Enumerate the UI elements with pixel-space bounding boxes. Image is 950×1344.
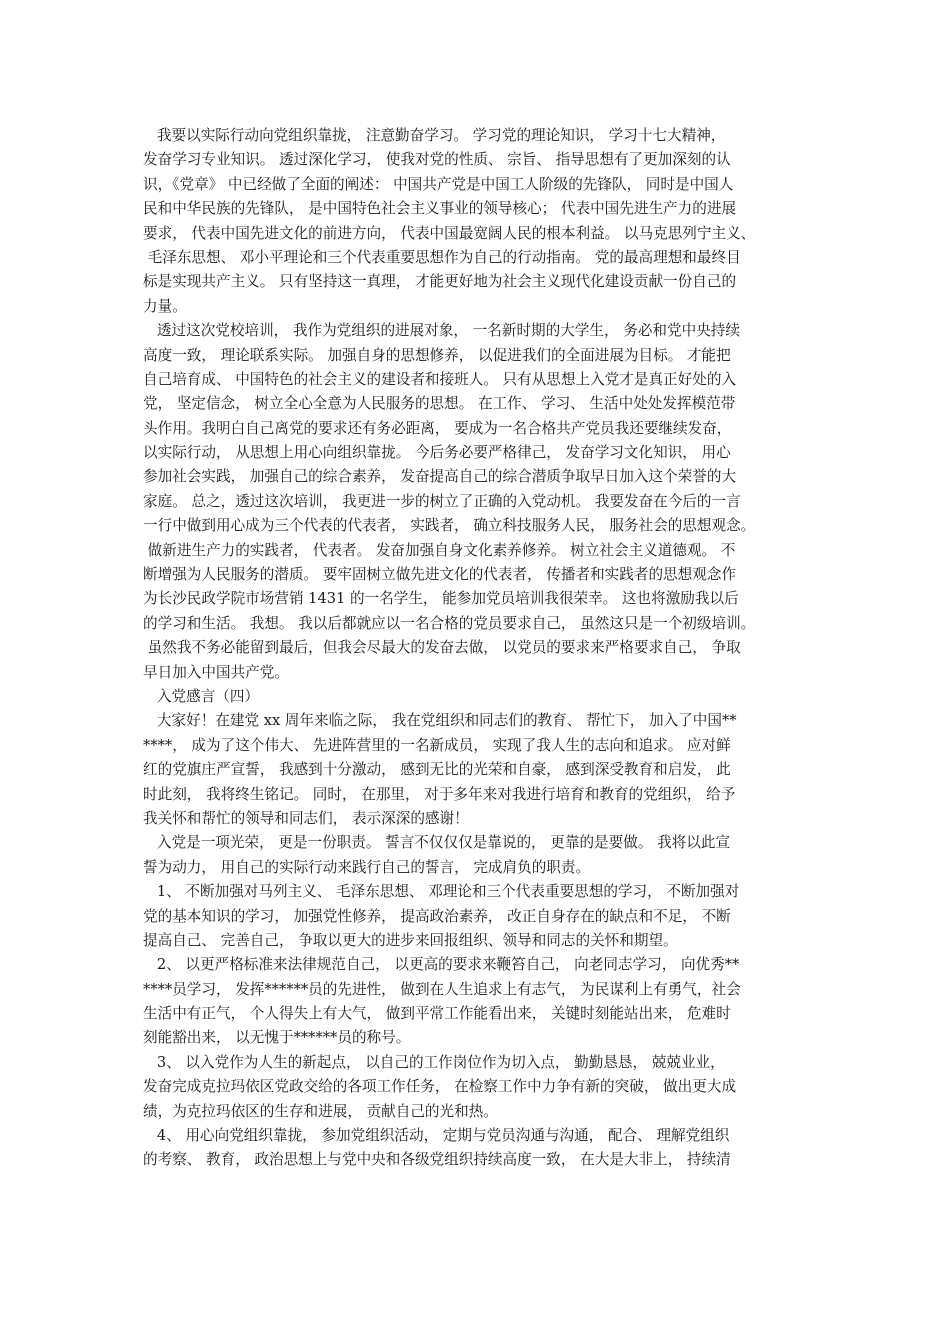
text-line: 刻能豁出来， 以无愧于******员的称号。 bbox=[143, 1029, 411, 1047]
text-line: 党， 坚定信念， 树立全心全意为人民服务的思想。 在工作、 学习、 生活中处处发挥模范带 bbox=[143, 395, 736, 413]
text-line: 要求， 代表中国先进文化的前进方向， 代表中国最宽阔人民的根本利益。 以马克思列宁主义、 bbox=[143, 224, 756, 242]
text-line: 2、 以更严格标准来法律规范自己， 以更高的要求来鞭笞自己， 向老同志学习， 向优秀** bbox=[143, 956, 740, 974]
text-line: 大家好！在建党 xx 周年来临之际， 我在党组织和同志们的教育、 帮忙下， 加入了中国** bbox=[143, 712, 737, 730]
text-line: 头作用。我明白自己离党的要求还有务必距离， 要成为一名合格共产党员我还要继续发奋， bbox=[143, 419, 732, 437]
text-line: 入党是一项光荣， 更是一份职责。 誓言不仅仅仅是靠说的， 更靠的是要做。 我将以此宣 bbox=[143, 834, 731, 852]
text-line: 做新进生产力的实践者， 代表者。 发奋加强自身文化素养修养。 树立社会主义道德观。 不 bbox=[143, 541, 736, 559]
text-line: ****员学习， 发挥******员的先进性， 做到在人生追求上有志气， 为民谋利上有勇气，社会 bbox=[143, 980, 741, 998]
text-line: 参加社会实践， 加强自己的综合素养， 发奋提高自己的综合潜质争取早日加入这个荣誉的大 bbox=[143, 468, 737, 486]
text-line: 入党感言（四） bbox=[143, 687, 260, 705]
text-line: 虽然我不务必能留到最后，但我会尽最大的发奋去做， 以党员的要求来严格要求自己， 争取 bbox=[143, 639, 741, 657]
text-line: 生活中有正气， 个人得失上有大气， 做到平常工作能看出来， 关键时刻能站出来， 危难时 bbox=[143, 1005, 731, 1023]
text-line: 发奋完成克拉玛依区党政交给的各项工作任务， 在检察工作中力争有新的突破， 做出更大成 bbox=[143, 1078, 737, 1096]
text-line: 我要以实际行动向党组织靠拢， 注意勤奋学习。 学习党的理论知识， 学习十七大精神， bbox=[143, 127, 726, 144]
text-line: 高度一致， 理论联系实际。 加强自身的思想修养， 以促进我们的全面进展为目标。 才能把 bbox=[143, 346, 731, 364]
text-line: 提高自己、 完善自己， 争取以更大的进步来回报组织、领导和同志的关怀和期望。 bbox=[143, 931, 678, 949]
text-line: 3、 以入党作为人生的新起点， 以自己的工作岗位作为切入点， 勤勤恳恳， 兢兢业业， bbox=[143, 1053, 725, 1071]
text-line: 民和中华民族的先锋队， 是中国特色社会主义事业的领导核心； 代表中国先进生产力的进展 bbox=[143, 200, 737, 218]
text-line: 自己培育成、 中国特色的社会主义的建设者和接班人。 只有从思想上入党才是真正好处的入 bbox=[143, 370, 737, 388]
text-line: 毛泽东思想、 邓小平理论和三个代表重要思想作为自己的行动指南。 党的最高理想和最终目 bbox=[143, 248, 741, 266]
text-line: 早日加入中国共产党。 bbox=[143, 663, 289, 681]
text-line: ****， 成为了这个伟大、 先进阵营里的一名新成员， 实现了我人生的志向和追求。 应对鲜 bbox=[143, 736, 731, 754]
text-line: 家庭。 总之，透过这次培训， 我更进一步的树立了正确的入党动机。 我要发奋在今后的一言 bbox=[143, 492, 741, 510]
text-line: 绩，为克拉玛依区的生存和进展， 贡献自己的光和热。 bbox=[143, 1102, 498, 1120]
text-line: 以实际行动， 从思想上用心向组织靠拢。 今后务必要严格律己， 发奋学习文化知识， 用心 bbox=[143, 444, 731, 462]
text-line: 发奋学习专业知识。 透过深化学习， 使我对党的性质、 宗旨、 指导思想有了更加深刻的认 bbox=[143, 151, 731, 169]
text-line: 为长沙民政学院市场营销 1431 的一名学生， 能参加党员培训我很荣幸。 这也将激励我以后 bbox=[143, 590, 739, 608]
text-line: 力量。 bbox=[143, 297, 187, 315]
text-line: 4、 用心向党组织靠拢， 参加党组织活动， 定期与党员沟通与沟通， 配合、 理解党组织 bbox=[143, 1127, 730, 1145]
text-line: 标是实现共产主义。 只有坚持这一真理， 才能更好地为社会主义现代化建设贡献一份自己的 bbox=[143, 273, 737, 291]
text-line: 一行中做到用心成为三个代表的代表者， 实践者， 确立科技服务人民， 服务社会的思想观念。 bbox=[143, 517, 756, 535]
text-line: 党的基本知识的学习， 加强党性修养， 提高政治素养， 改正自身存在的缺点和不足， 不断 bbox=[143, 907, 731, 925]
text-line: 时此刻， 我将终生铭记。 同时， 在那里， 对于多年来对我进行培育和教育的党组织， 给予 bbox=[143, 785, 736, 803]
text-line: 红的党旗庄严宣誓， 我感到十分激动， 感到无比的光荣和自豪， 感到深受教育和启发， 此 bbox=[143, 761, 731, 779]
text-line: 誓为动力， 用自己的实际行动来践行自己的誓言， 完成肩负的职责。 bbox=[143, 858, 591, 876]
text-line: 断增强为人民服务的潜质。 要牢固树立做先进文化的代表者， 传播者和实践者的思想观念作 bbox=[143, 566, 737, 584]
text-line: 的考察、 教育， 政治思想上与党中央和各级党组织持续高度一致， 在大是大非上， 持续清 bbox=[143, 1151, 731, 1169]
text-line: 1、 不断加强对马列主义、 毛泽东思想、 邓理论和三个代表重要思想的学习， 不断加强对 bbox=[143, 883, 740, 901]
text-line: 识，《党章》 中已经做了全面的阐述： 中国共产党是中国工人阶级的先锋队， 同时是中国人 bbox=[143, 175, 734, 193]
document-body bbox=[143, 124, 828, 1173]
text-line: 我关怀和帮忙的领导和同志们， 表示深深的感谢！ bbox=[143, 809, 469, 827]
text-line: 的学习和生活。 我想。 我以后都就应以一名合格的党员要求自己， 虽然这只是一个初级培训。 bbox=[143, 614, 756, 632]
text-line: 透过这次党校培训， 我作为党组织的进展对象， 一名新时期的大学生， 务必和党中央持续 bbox=[143, 322, 740, 340]
